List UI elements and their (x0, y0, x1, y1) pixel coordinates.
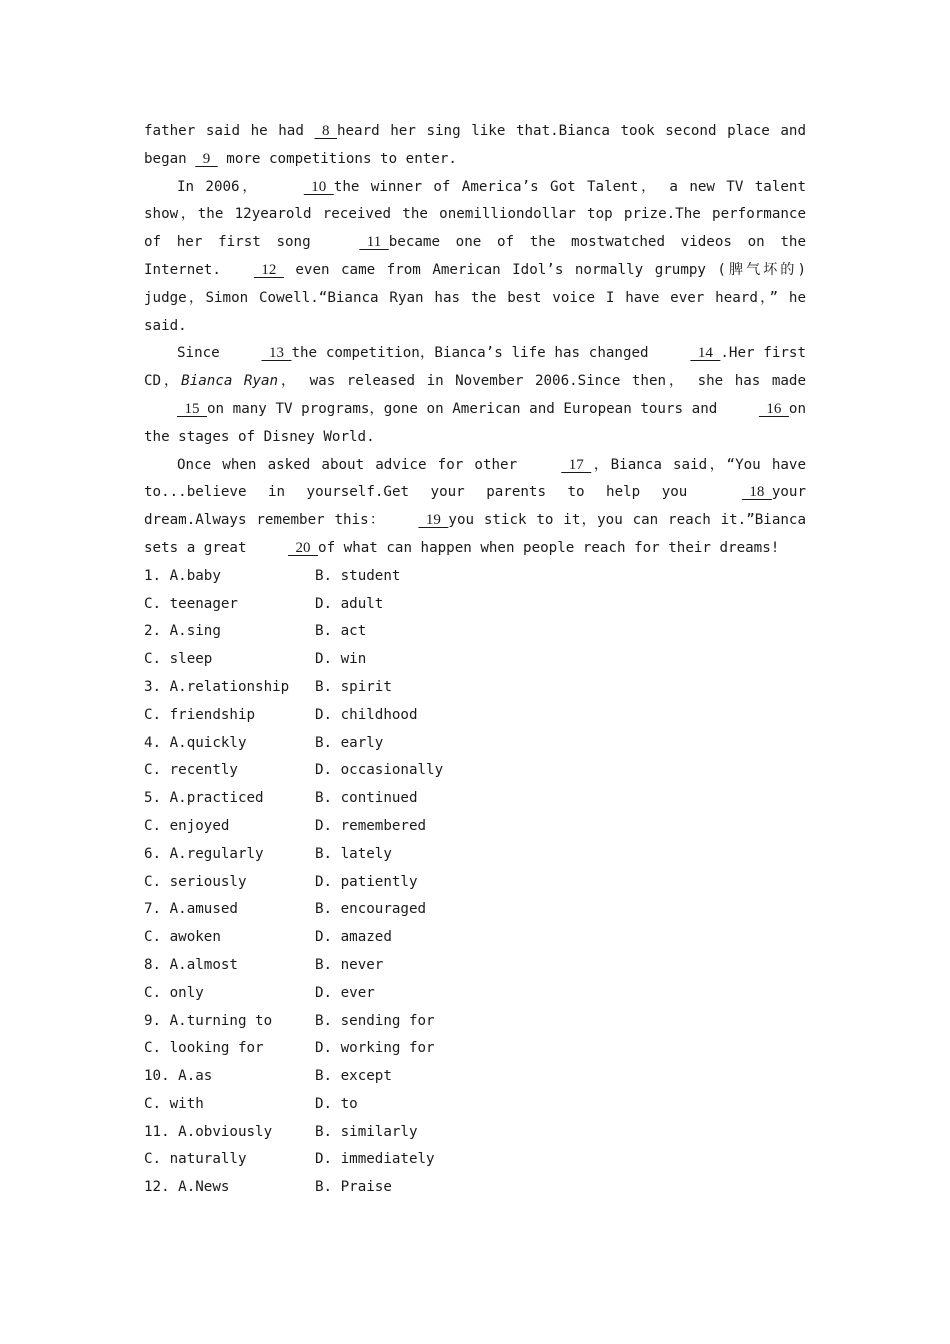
text: of what can happen when people reach for their dreams! (318, 539, 780, 556)
option-row (144, 563, 806, 591)
option-left: 8. A.almost (144, 956, 238, 973)
option-right: B. student (315, 567, 401, 584)
option-right: B. early (315, 734, 384, 751)
option-right: B. encouraged (315, 901, 427, 918)
option-row (144, 1146, 806, 1174)
option-left: 1. A.baby (144, 567, 221, 584)
blank-16: 16 (758, 400, 789, 417)
text: Once when asked about advice for other (177, 456, 529, 473)
blank-10: 10 (303, 178, 334, 195)
option-right: D. childhood (315, 706, 418, 723)
option-left: 10. A.as (144, 1068, 213, 1085)
option-left: C. naturally (144, 1151, 247, 1168)
option-right: D. occasionally (315, 762, 444, 779)
option-left: 11. A.obviously (144, 1123, 273, 1140)
option-row (144, 702, 806, 730)
text: more competitions to enter. (217, 150, 457, 167)
text: ， was released in November 2006.Since then， she has made (278, 373, 806, 390)
option-row (144, 980, 806, 1008)
option-right: B. lately (315, 845, 392, 862)
option-right: B. Praise (315, 1179, 392, 1196)
option-right: D. working for (315, 1040, 435, 1057)
option-left: C. friendship (144, 706, 256, 723)
text: you stick to it，you can reach it.”Bianca sets a great (144, 512, 806, 556)
option-right: B. continued (315, 790, 418, 807)
option-row (144, 813, 806, 841)
blank-17: 17 (561, 456, 592, 473)
option-right: B. except (315, 1068, 392, 1085)
option-left: 2. A.sing (144, 623, 221, 640)
option-left: C. only (144, 984, 204, 1001)
option-right: B. never (315, 956, 384, 973)
text: the winner of America’s Got Talent， a new TV talent show，the 12yearold received the onemilliondollar top prize.The performance of her first song (144, 178, 806, 251)
option-left: 5. A.practiced (144, 790, 264, 807)
option-right: B. sending for (315, 1012, 435, 1029)
option-row (144, 952, 806, 980)
blank-12: 12 (253, 261, 284, 278)
option-left: C. with (144, 1095, 204, 1112)
text: father said he had (144, 123, 315, 139)
option-row (144, 869, 806, 897)
option-left: C. recently (144, 762, 238, 779)
text: In 2006， (177, 178, 271, 195)
option-left: C. looking for (144, 1040, 264, 1057)
text: on the stages of Disney World. (144, 400, 806, 445)
option-right: D. amazed (315, 929, 392, 946)
option-row (144, 646, 806, 674)
option-left: 3. A.relationship (144, 678, 290, 695)
option-right: B. spirit (315, 678, 392, 695)
option-right: D. to (315, 1095, 358, 1112)
option-row (144, 1119, 806, 1147)
option-right: D. remembered (315, 817, 427, 834)
option-left: 6. A.regularly (144, 845, 264, 862)
option-row (144, 1091, 806, 1119)
option-row (144, 924, 806, 952)
option-left: C. seriously (144, 873, 247, 890)
text: your dream.Always remember this： (144, 484, 806, 529)
option-left: 9. A.turning to (144, 1012, 273, 1029)
option-left: 7. A.amused (144, 901, 238, 918)
text: ，Bianca said，“You have to...believe in yourself.Get your parents to help you (144, 456, 806, 501)
text: became one of the mostwatched videos on the Internet. (144, 234, 806, 278)
option-right: D. ever (315, 984, 375, 1001)
option-right: D. patiently (315, 873, 418, 890)
text: Since (177, 345, 229, 362)
option-left: C. sleep (144, 651, 213, 668)
option-row (144, 1063, 806, 1091)
option-left: C. awoken (144, 929, 221, 946)
paragraph-1 (144, 118, 806, 174)
paragraph-2 (144, 174, 806, 341)
blank-18: 18 (741, 484, 772, 501)
document-page (144, 118, 806, 1202)
blank-14: 14 (690, 345, 721, 362)
answer-options (144, 563, 806, 1202)
option-right: B. act (315, 623, 367, 640)
text: .Her first CD， (144, 345, 806, 390)
option-row (144, 674, 806, 702)
option-right: B. similarly (315, 1123, 418, 1140)
paragraph-3 (144, 340, 806, 451)
option-row (144, 618, 806, 646)
blank-13: 13 (261, 345, 292, 362)
option-row (144, 757, 806, 785)
option-row (144, 730, 806, 758)
option-row (144, 591, 806, 619)
blank-15: 15 (177, 400, 207, 417)
option-row (144, 1174, 806, 1202)
option-left: 12. A.News (144, 1179, 230, 1196)
blank-11: 11 (359, 234, 389, 251)
blank-19: 19 (418, 512, 449, 529)
paragraph-4 (144, 452, 806, 563)
option-row (144, 841, 806, 869)
blank-20: 20 (288, 539, 319, 556)
text: even came from American Idol’s normally grumpy (脾气坏的) judge，Simon Cowell.“Bianca Ryan has the best voice I have ever heard，” he said. (144, 261, 806, 334)
option-row (144, 1008, 806, 1036)
option-right: D. adult (315, 595, 384, 612)
option-left: C. teenager (144, 595, 238, 612)
option-row (144, 896, 806, 924)
blank-9: 9 (195, 150, 218, 167)
option-right: D. win (315, 651, 367, 668)
text: on many TV programs，gone on American and European tours and (207, 400, 726, 417)
option-left: C. enjoyed (144, 817, 230, 834)
text: heard her sing like that.Bianca took second place and began (144, 123, 806, 167)
option-row (144, 1035, 806, 1063)
blank-8: 8 (314, 123, 337, 139)
option-row (144, 785, 806, 813)
cd-title: Bianca Ryan (181, 373, 279, 390)
text: the competition，Bianca’s life has changed (291, 345, 658, 362)
option-right: D. immediately (315, 1151, 435, 1168)
option-left: 4. A.quickly (144, 734, 247, 751)
